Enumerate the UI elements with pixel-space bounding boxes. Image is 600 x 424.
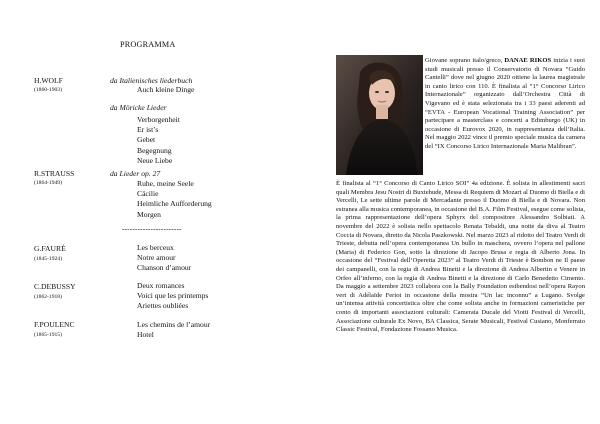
song-list-wolf-2 (137, 115, 180, 166)
composer-faure: G.FAURÉ (34, 244, 66, 253)
song-title: Les chemins de l’amour (137, 320, 211, 329)
song-title: Neue Liebe (137, 155, 173, 165)
separator-line: ----------------------- (122, 225, 182, 233)
song-title: Morgen (137, 209, 161, 219)
song-title: Cäcilie (137, 189, 159, 199)
song-title: Voici que les printemps (137, 291, 209, 301)
dates-debussy: (1862-1918) (34, 294, 62, 300)
bio-intro: Giovane soprano italo/greco, (425, 57, 503, 64)
dates-poulenc: (1865-1915) (34, 332, 62, 338)
song-list-debussy (137, 281, 208, 312)
song-title: Ruhe, meine Seele (137, 179, 194, 188)
portrait-photo (336, 55, 423, 175)
song-title: Ariettes oubliées (137, 301, 189, 311)
song-title: Hotel (137, 330, 154, 340)
composer-wolf: H.WOLF (34, 76, 63, 85)
dates-wolf: (1860-1903) (34, 87, 62, 93)
composer-debussy: C.DEBUSSY (34, 282, 76, 291)
bio-intro-paragraph (425, 57, 585, 152)
song-list-faure (137, 243, 191, 274)
song-title: Auch kleine Dinge (137, 85, 195, 94)
composer-poulenc: F.POULENC (34, 320, 75, 329)
work-wolf-moricke: da Möricke Lieder (110, 103, 167, 112)
dates-strauss: (1864-1949) (34, 180, 62, 186)
work-strauss: da Lieder op. 27 (110, 169, 161, 178)
song-list-strauss (137, 179, 212, 220)
song-title: Er ist’s (137, 125, 159, 135)
song-title: Begegnung (137, 145, 172, 155)
song-list-wolf-1 (137, 85, 194, 95)
artist-name: DANAE RIKOS (504, 57, 552, 64)
programme-title: PROGRAMMA (120, 40, 176, 49)
song-title: Notre amour (137, 253, 176, 263)
song-title: Les berceux (137, 243, 174, 252)
dates-faure: (1845-1924) (34, 256, 62, 262)
portrait-image (336, 55, 423, 175)
song-list-poulenc (137, 320, 210, 340)
song-title: Gebet (137, 135, 156, 145)
bio-top-text: inizia i suoi studi musicali presso il Conservatorio di Novara “Guido Cantelli” dove nel giugno 2020 ottiene la laurea magistrale in canto lirico con 110. È finalista al “1° Concorso Lirico Internazionale” organizzato dall’Orchestra Città di Vigevano ed è stata selezionata tra i 33 paesi aderenti ad “EVTA - European Vocational Training Association” per partecipare a masterclass e concerti a Edimburgo (UK) in occasione di Eurovox 2020, in rappresentanza dell’Italia. Nel maggio 2022 vince il premio speciale musica da camera del “IX Concorso Lirico Internazionale Maria Malibran”. (425, 57, 585, 150)
song-title: Deux romances (137, 281, 185, 290)
song-title: Chanson d’amour (137, 263, 192, 273)
work-wolf-italienisches: da Italienisches liederbuch (110, 76, 193, 85)
composer-strauss: R.STRAUSS (34, 169, 75, 178)
song-title: Heimliche Aufforderung (137, 199, 212, 209)
bio-continued-paragraph: È finalista al “1° Concorso di Canto Lirico SOI” 4a edizione. È solista in allestimenti sacri quali Membra Jesu Nostri di Buxtehude, Messa di Requiem di Mozart al Duomo di Biella e di Vercelli, Le sette ultime parole di Mercadante presso il Duomo di Biella e di Novara. Non estranea alla musica contemporanea, in occasione del B.A. Film Festival, esegue come solista, la prima rappresentazione dell’opera Sphyrx del compositore Alessandro Solbiati. A novembre del 2022 è solista nello spettacolo Renata Tebaldi, una notte da diva al Teatro Coccia di Novara, diretto da Nicola Paszkowski. Nel marzo 2023 al ridotto del Teatro Verdi di Trieste, debutta nell’opera contemporanea Un bullo in maschera, ovvero l’opera nel pallone (Maria) di Federico Gon, sotto la direzione di Jacopo Brusa e regia di Alberto Jona. In occasione del “Festival dell’Operetta 2023” al Teatro Verdi di Trieste è Bombon ne Il paese dei campanelli, con la regia di Andrea Binetti e la direzione di Andrea Albertin e Venere in Orfeo all’inferno, con la regia di Andrea Binetti e la direzione di Carlo Benedetto Cimento. Da maggio a settembre 2023 collabora con la Bally Foundation esibendosi nell’opera Rayon vert di Adélaïde Feriot in occasione della mostra “Un lac inconnu” a Lugano. Svolge un’intensa attività concertistica oltre che come solista anche in formazioni cameristiche per conto di importanti associazioni culturali: Camerata Ducale del Viotti Festival di Vercelli, Associazione culturale Ex Novo, BA Classica, Serate Musicali, Festival Cusiano, Monferrato Classic Festival, Fondazione Fossano Musica. (336, 180, 585, 334)
song-title: Verborgenheit (137, 115, 180, 124)
